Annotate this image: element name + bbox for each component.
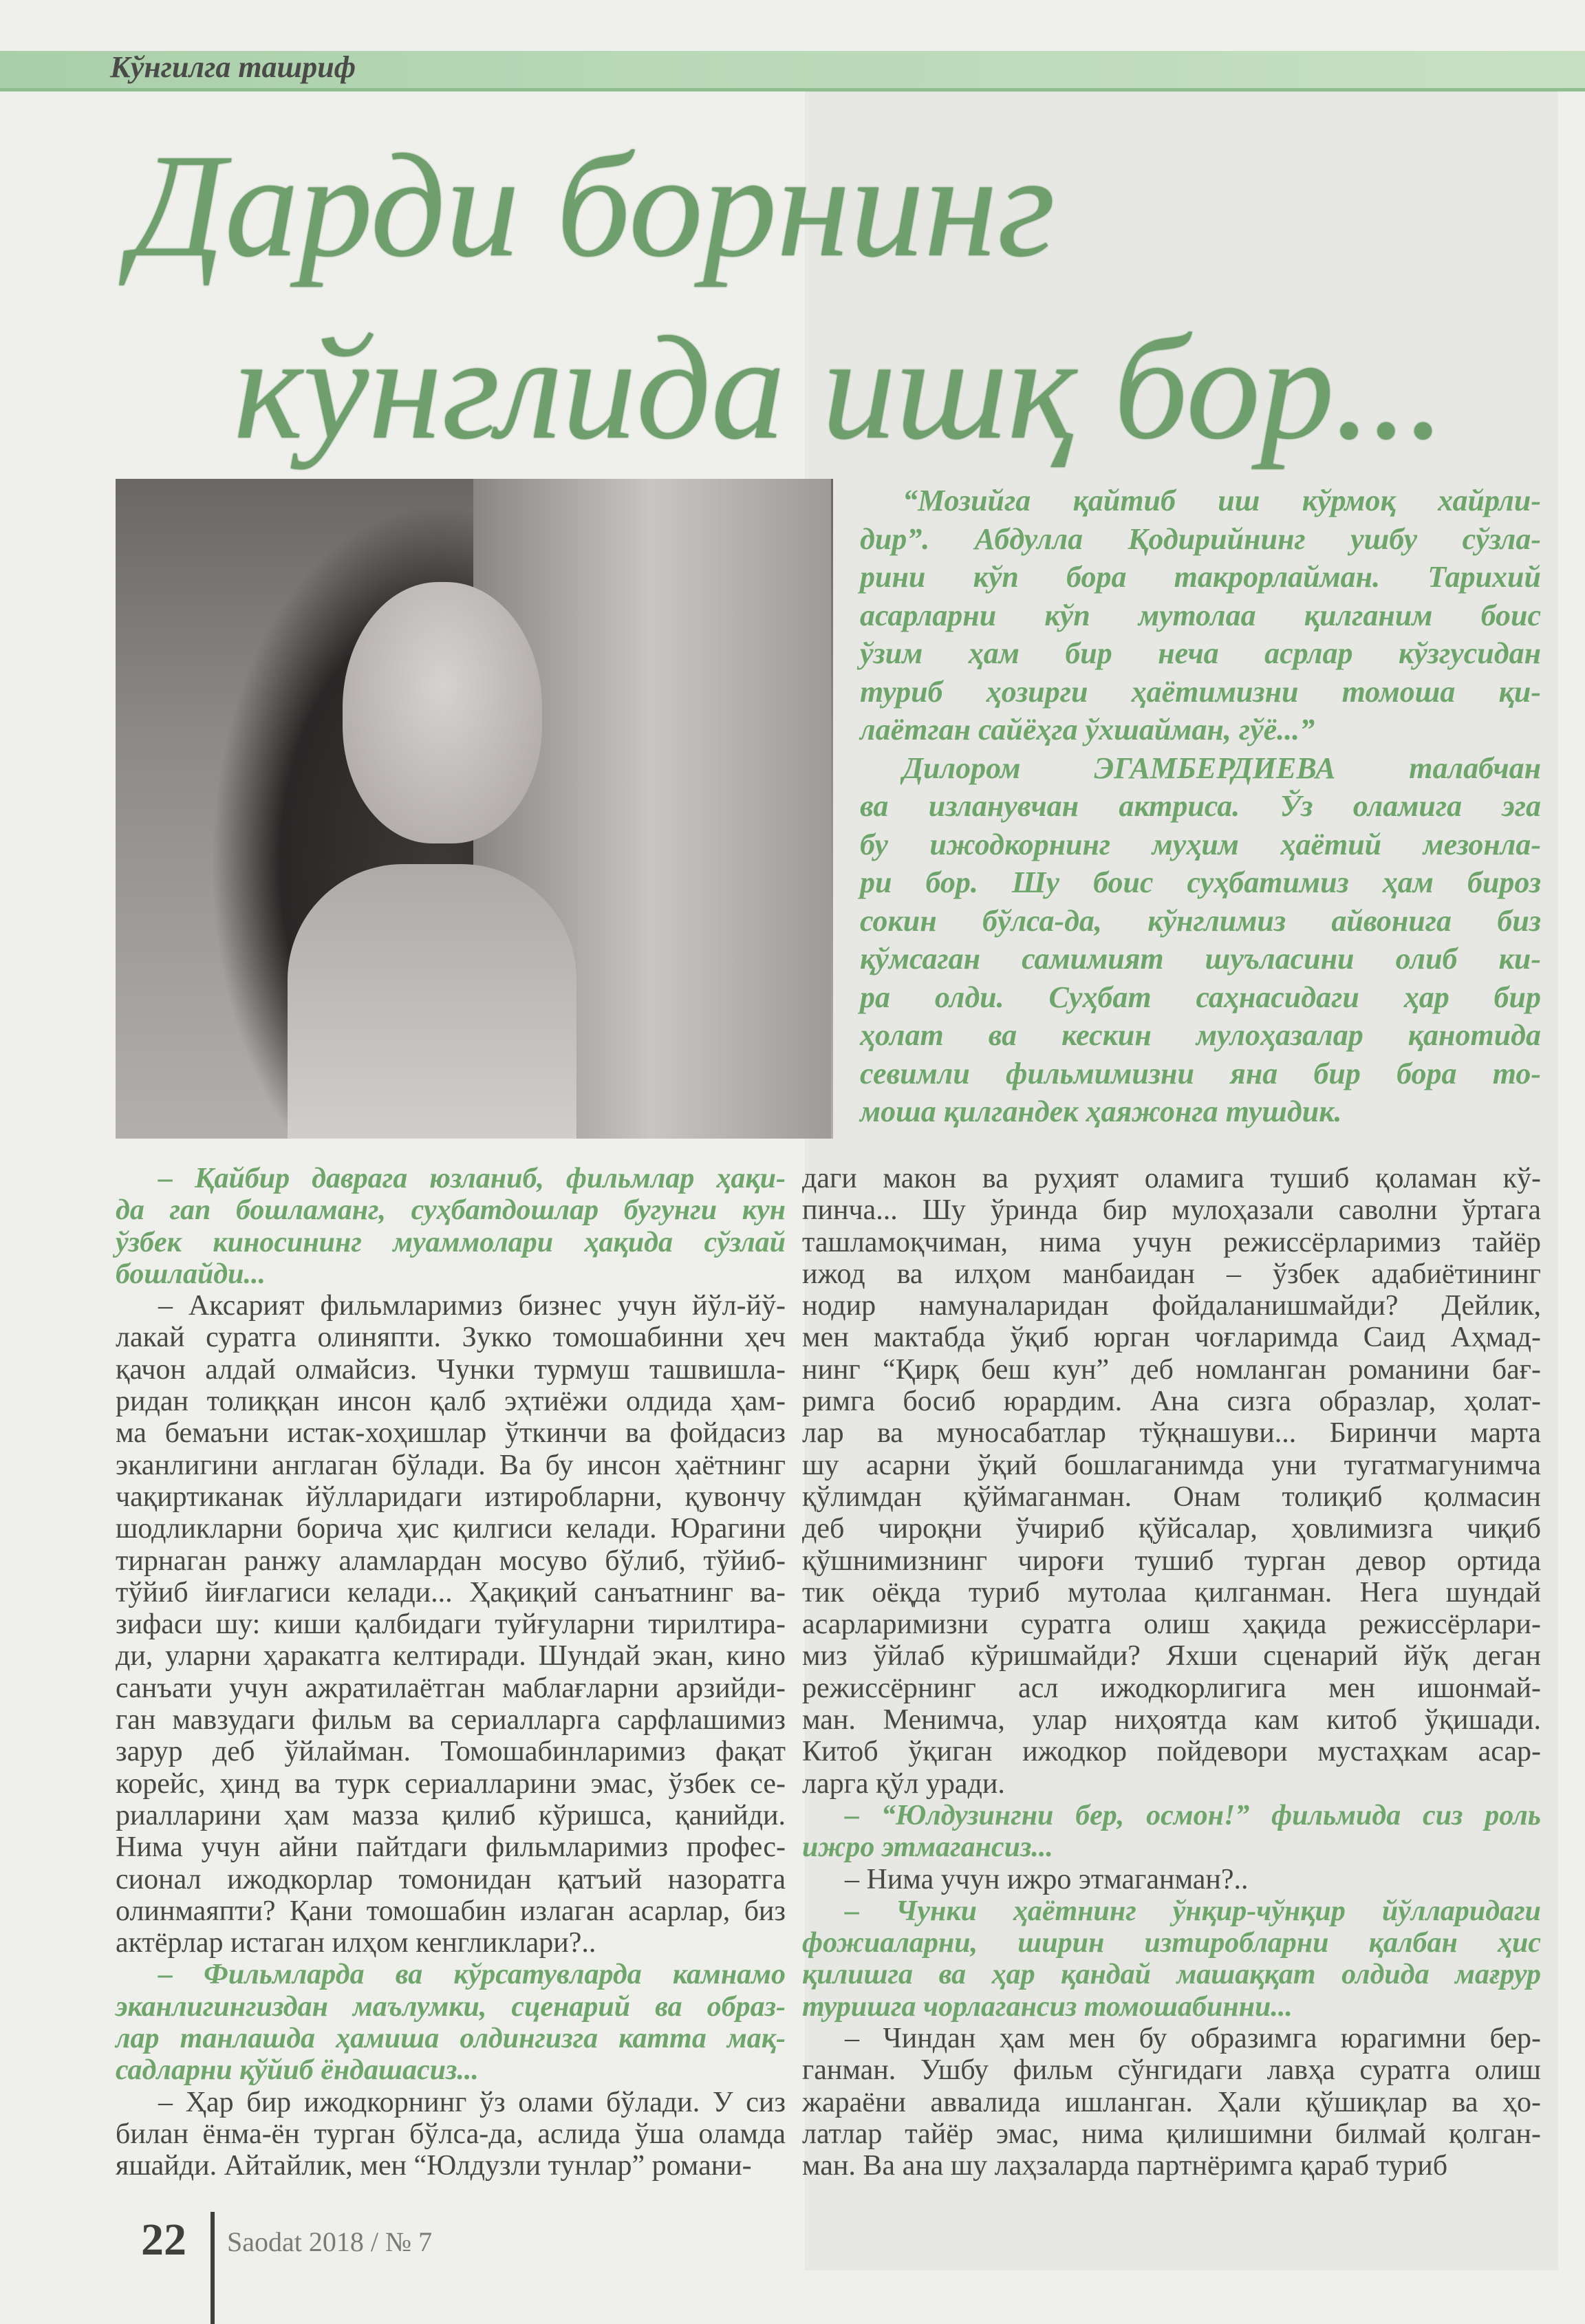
text-line: миз ўйлаб кўришмайди? Яхши сценарий йўқ деган (802, 1640, 1541, 1672)
text-line: ўзим ҳам бир неча асрлар кўзгусидан (860, 636, 1541, 670)
text-line: лакай суратга олиняпти. Зукко томошабинни ҳеч (116, 1322, 786, 1354)
text-line: қўшнимизнинг чироғи тушиб турган девор ортида (802, 1545, 1541, 1577)
text-line: жараёни аввалида ишланган. Ҳали қўшиқлар ва ҳо- (802, 2086, 1541, 2118)
text-line: санъати учун ажратилаётган маблағларни арзийди- (116, 1672, 786, 1704)
text-line: чақиртиканак йўлларидаги изтиробларни, қувончу (116, 1481, 786, 1513)
text-line: фожиаларни, ширин изтиробларни қалбан ҳис (802, 1927, 1541, 1959)
text-line: зарур деб ўйлайман. Томошабинларимиз фақат (116, 1736, 786, 1768)
text-line: ўзбек киносининг муаммолари ҳақида сўзлай (116, 1226, 786, 1258)
interviewee-answer (802, 1864, 1541, 1895)
text-line: даги макон ва руҳият оламига тушиб қоламан кў- (802, 1163, 1541, 1194)
interviewee-answer (802, 2023, 1541, 2182)
text-line: билан ёнма-ён турган бўлса-да, аслида ўша оламда (116, 2118, 786, 2150)
text-line: – Фильмларда ва кўрсатувларда камнамо (158, 1959, 786, 1991)
text-line: деб чироқни ўчириб қўйсалар, ҳовлимизга чиқиб (802, 1513, 1541, 1545)
text-line: туриб ҳозирги ҳаётимизни томоша қи- (860, 674, 1541, 709)
text-line: ри бор. Шу боис суҳбатимиз ҳам бироз (860, 865, 1541, 899)
text-line: мен мактабда ўқиб юрган чоғларимда Саид Аҳмад- (802, 1322, 1541, 1354)
section-label: Кўнгилга ташриф (110, 50, 356, 84)
text-line: ташламоқчиман, нима учун режиссёрларимиз тайёр (802, 1226, 1541, 1258)
interviewer-question (802, 1895, 1541, 2023)
text-line: қўлимдан қўймаганман. Онам толиқиб қолмасин (802, 1481, 1541, 1513)
text-line: ганман. Ушбу фильм сўнгидаги лавҳа суратга олиш (802, 2054, 1541, 2087)
text-line: рини кўп бора такрорлайман. Тарихий (860, 560, 1541, 594)
text-line: дир”. Абдулла Қодирийнинг ушбу сўзла- (860, 521, 1541, 556)
text-line: да гап бошламанг, суҳбатдошлар бугунги кун (116, 1194, 786, 1227)
text-line: нинг “Қирқ беш кун” деб номланган романини бағ- (802, 1353, 1541, 1386)
text-line: ижро этмагансиз... (802, 1831, 1053, 1864)
issue-label: Saodat 2018 / № 7 (227, 2226, 433, 2257)
text-line: лаётган сайёҳга ўхшайман, гўё...” (860, 713, 1315, 746)
text-line: – Қайбир даврага юзланиб, фильмлар ҳақи- (158, 1163, 786, 1194)
text-line: римга босиб юрардим. Ана сизга образлар, ҳолат- (802, 1386, 1541, 1418)
text-line: тирнаган ранжу аламлардан мосуво бўлиб, тўйиб- (116, 1545, 786, 1577)
text-line: – Нима учун ижро этмаганман?.. (845, 1863, 1249, 1895)
interviewee-answer (116, 2087, 786, 2182)
text-line: корейс, ҳинд ва турк сериалларини эмас, ўзбек се- (116, 1767, 786, 1800)
text-line: ва изланувчан актриса. Ўз оламига эга (860, 789, 1541, 823)
text-line: лар танлашда ҳамиша олдингизга катта мақ- (116, 2023, 786, 2055)
text-line: ридан толиққан инсон қалб эҳтиёжи олдида ҳам- (116, 1386, 786, 1418)
text-line: – Чиндан ҳам мен бу образимга юрагимни бер- (845, 2023, 1541, 2055)
article-intro (860, 482, 1541, 1131)
paragraph (802, 1163, 1541, 1800)
text-line: тўйиб йиғлагиси келади... Ҳақиқий санъатнинг ва- (116, 1576, 786, 1608)
text-line: ра олди. Суҳбат саҳнасидаги ҳар бир (860, 980, 1541, 1014)
photo-face-shape (343, 582, 542, 843)
text-line: шу асарни ўқий бошлаганимда уни тугатмагунимча (802, 1449, 1541, 1481)
photo-figure-shape (288, 864, 576, 1139)
actress-photo (116, 479, 833, 1139)
text-line: эканлигини англаган бўлади. Ва бу инсон ҳаётнинг (116, 1449, 786, 1481)
text-line: сионал ижодкорлар томонидан қатъий назоратга (116, 1863, 786, 1895)
text-line: ларга қўл уради. (802, 1767, 1005, 1800)
text-line: Китоб ўқиган ижодкор пойдевори мустаҳкам асар- (802, 1736, 1541, 1768)
interviewer-question (116, 1959, 786, 2086)
text-line: эканлигингиздан маълумки, сценарий ва образ- (116, 1990, 786, 2023)
paragraph (860, 749, 1541, 1131)
interviewee-answer (116, 1290, 786, 1959)
text-line: Нима учун айни пайтдаги фильмларимиз профес- (116, 1831, 786, 1864)
text-line: лар ва муносабатлар тўқнашуви... Биринчи марта (802, 1417, 1541, 1450)
text-line: туришга чорлагансиз томошабинни... (802, 1990, 1293, 2023)
text-line: яшайди. Айтайлик, мен “Юлдузли тунлар” романи- (116, 2150, 752, 2182)
interviewer-question (802, 1800, 1541, 1864)
text-line: режиссёрнинг асл ижодкорлигига мен ишонмай- (802, 1672, 1541, 1704)
text-line: ман. Менимча, улар ниҳоятда кам китоб ўқишади. (802, 1704, 1541, 1736)
text-line: “Мозийга қайтиб иш кўрмоқ хайрли- (903, 484, 1541, 517)
text-line: бошлайди... (116, 1258, 266, 1290)
text-line: олинмаяпти? Қани томошабин излаган асарлар, биз (116, 1895, 786, 1927)
text-line: ман. Ва ана шу лаҳзаларда партнёримга қараб туриб (802, 2150, 1448, 2182)
article-title-line-1: Дарди борнинг (131, 123, 1055, 288)
text-line: қилишга ва ҳар қандай машаққат олдида мағрур (802, 1959, 1541, 1991)
article-left-column (116, 1163, 786, 2182)
text-line: латлар тайёр эмас, нима қилишимни билмай қолган- (802, 2118, 1541, 2150)
article-title-line-2: кўнглида ишқ бор... (234, 305, 1445, 470)
text-line: сокин бўлса-да, кўнглимиз айвонига биз (860, 903, 1541, 938)
article-right-column (802, 1163, 1541, 2182)
footer-divider (211, 2212, 215, 2324)
text-line: – Ҳар бир ижодкорнинг ўз олами бўлади. У сиз (158, 2086, 786, 2118)
text-line: ма бемаъни истак-хоҳишлар ўткинчи ва фойдасиз (116, 1417, 786, 1450)
text-line: актёрлар истаган илҳом кенгликлари?.. (116, 1927, 596, 1959)
text-line: ган мавзудаги фильм ва сериалларга сарфлашимиз (116, 1704, 786, 1736)
text-line: севимли фильмимизни яна бир бора то- (860, 1056, 1541, 1090)
paragraph (860, 482, 1541, 749)
text-line: бу ижодкорнинг муҳим ҳаётий мезонла- (860, 827, 1541, 861)
text-line: қачон алдай олмайсиз. Чунки турмуш ташвишла- (116, 1353, 786, 1386)
text-line: Дилором ЭГАМБЕРДИЕВА талабчан (903, 751, 1541, 785)
text-line: асарларимизни суратга олиш ҳақида режиссёрлари- (802, 1608, 1541, 1641)
text-line: – Чунки ҳаётнинг ўнқир-чўнқир йўлларидаги (845, 1895, 1541, 1927)
text-line: зифаси шу: киши қалбидаги туйғуларни тирилтира- (116, 1608, 786, 1641)
text-line: тик оёқда туриб мутолаа қилганман. Нега шундай (802, 1576, 1541, 1608)
text-line: ижод ва илҳом манбаидан – ўзбек адабиётининг (802, 1258, 1541, 1290)
text-line: пинча... Шу ўринда бир мулоҳазали саволни ўртага (802, 1194, 1541, 1227)
text-line: ди, уларни ҳаракатга келтиради. Шундай экан, кино (116, 1640, 786, 1672)
text-line: садларни қўйиб ёндашасиз... (116, 2054, 479, 2087)
text-line: риалларини ҳам мазза қилиб кўришса, қанийди. (116, 1799, 786, 1831)
text-line: – Аксарият фильмларимиз бизнес учун йўл-йў- (158, 1290, 786, 1322)
text-line: қўмсаган самимият шуъласини олиб ки- (860, 942, 1541, 976)
page-number: 22 (141, 2215, 186, 2265)
text-line: моша қилгандек ҳаяжонга тушдик. (860, 1095, 1342, 1128)
text-line: – “Юлдузингни бер, осмон!” фильмида сиз роль (845, 1799, 1541, 1831)
text-line: ҳолат ва кескин мулоҳазалар қанотида (860, 1018, 1541, 1052)
text-line: шодликларни борича ҳис қилгиси келади. Юрагини (116, 1513, 786, 1545)
text-line: нодир намуналаридан фойдаланишмайди? Дейлик, (802, 1290, 1541, 1322)
text-line: асарларни кўп мутолаа қилганим боис (860, 598, 1541, 632)
interviewer-question (116, 1163, 786, 1290)
